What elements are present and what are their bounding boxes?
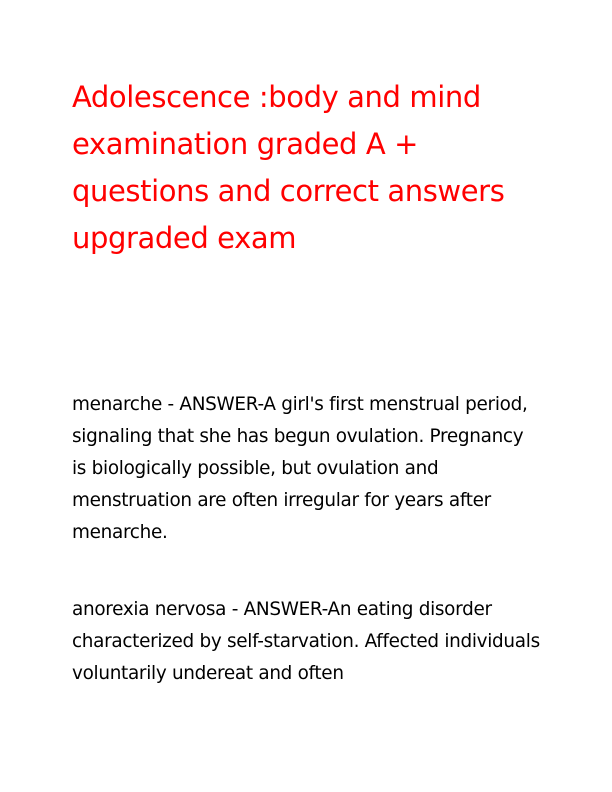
- document-title: Adolescence :body and mind examination graded A + questions and correct answers upgraded exam: [72, 80, 505, 255]
- qa-entry-anorexia-nervosa: anorexia nervosa - ANSWER-An eating disorder characterized by self-starvation. Affected individuals voluntarily undereat and often: [72, 599, 540, 684]
- qa-entry-menarche: menarche - ANSWER-A girl's first menstrual period, signaling that she has begun ovulation. Pregnancy is biologically possible, but ovulation and menstruation are often irregular for years after menarche.: [72, 394, 528, 543]
